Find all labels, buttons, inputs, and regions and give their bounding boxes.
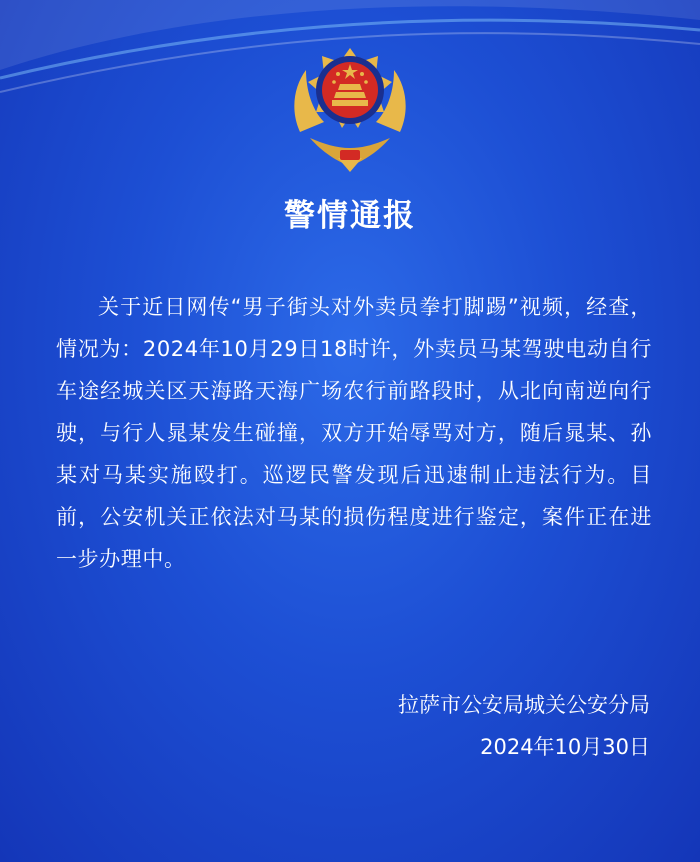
notice-title: 警情通报: [284, 198, 416, 234]
notice-body: 关于近日网传“男子街头对外卖员拳打脚踢”视频，经查，情况为：2024年10月29日18时许，外卖员马某驾驶电动自行车途经城关区天海路天海广场农行前路段时，从北向南逆向行驶，与行人晁某发生碰撞，双方开始辱骂对方，随后晁某、孙某对马某实施殴打。巡逻民警发现后迅速制止违法行为。目前，公安机关正依法对马某的损伤程度进行鉴定，案件正在进一步办理中。: [56, 295, 652, 571]
police-emblem-icon: [280, 40, 420, 180]
issuer-name: 拉萨市公安局城关公安分局: [398, 693, 650, 717]
issue-date: 2024年10月30日: [480, 735, 650, 759]
notice-signature: [290, 684, 650, 768]
